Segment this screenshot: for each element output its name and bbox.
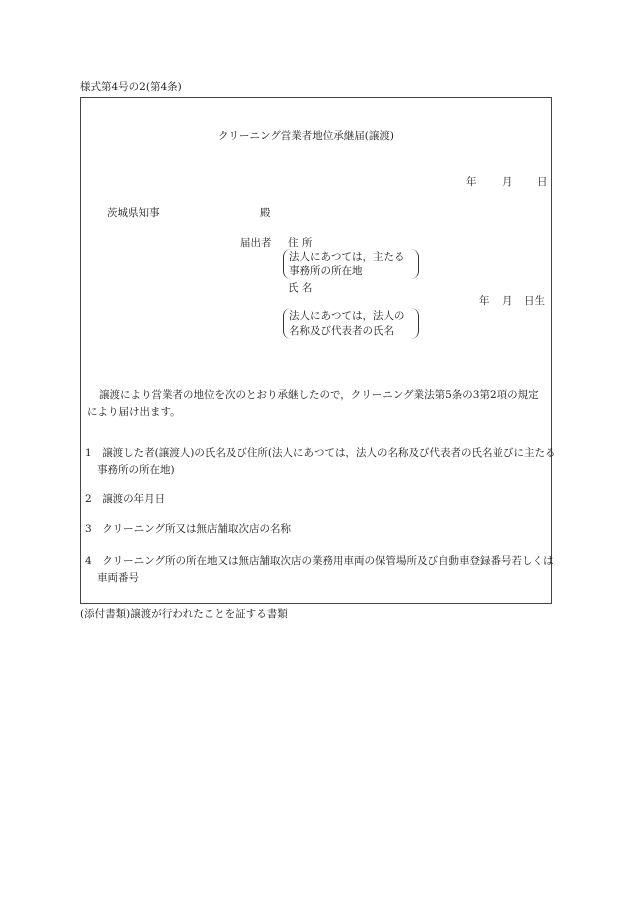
item-text: クリーニング所の所在地又は無店舗取次店の業務用車両の保管場所及び自動車登録番号若しくは車両番号 — [97, 555, 554, 584]
address-note-line2: 事務所の所在地 — [289, 265, 363, 277]
item-number: 2 — [85, 493, 92, 505]
form-number: 様式第4号の2(第4条) — [80, 81, 182, 93]
addressee-honorific: 殿 — [260, 207, 271, 219]
list-item — [85, 553, 559, 587]
item-number: 3 — [85, 523, 92, 535]
birth-month: 月 — [502, 295, 513, 307]
address-label: 住 所 — [288, 237, 313, 249]
item-text: 譲渡の年月日 — [102, 493, 166, 505]
item-number: 4 — [85, 555, 92, 567]
list-item — [85, 521, 559, 538]
addressee: 茨城県知事 — [107, 207, 160, 219]
date-day: 日 — [537, 176, 548, 188]
name-note-bracket — [283, 308, 419, 339]
date-month: 月 — [502, 176, 513, 188]
item-text: 譲渡した者(譲渡人)の氏名及び住所(法人にあつては，法人の名称及び代表者の氏名並びに主たる事務所の所在地) — [97, 447, 556, 476]
attachment-note: (添付書類)譲渡が行われたことを証する書類 — [80, 608, 288, 620]
item-number: 1 — [85, 447, 92, 459]
name-note-line1: 法人にあつては，法人の — [289, 310, 405, 322]
list-item — [85, 445, 559, 479]
item-text: クリーニング所又は無店舗取次店の名称 — [102, 523, 291, 535]
birth-year: 年 — [479, 295, 490, 307]
name-label: 氏 名 — [288, 282, 313, 294]
address-note-bracket — [283, 249, 419, 279]
list-item — [85, 491, 559, 508]
body-text: 譲渡により営業者の地位を次のとおり承継したので，クリーニング業法第5条の3第2項の規定により届け出ます。 — [87, 389, 539, 418]
address-note-line1: 法人にあつては，主たる — [289, 251, 405, 263]
form-title: クリーニング営業者地位承継届(譲渡) — [218, 130, 394, 142]
date-year: 年 — [466, 176, 477, 188]
birth-day: 日生 — [524, 295, 545, 307]
name-note-line2: 名称及び代表者の氏名 — [289, 325, 394, 337]
notifier-label: 届出者 — [240, 237, 272, 249]
